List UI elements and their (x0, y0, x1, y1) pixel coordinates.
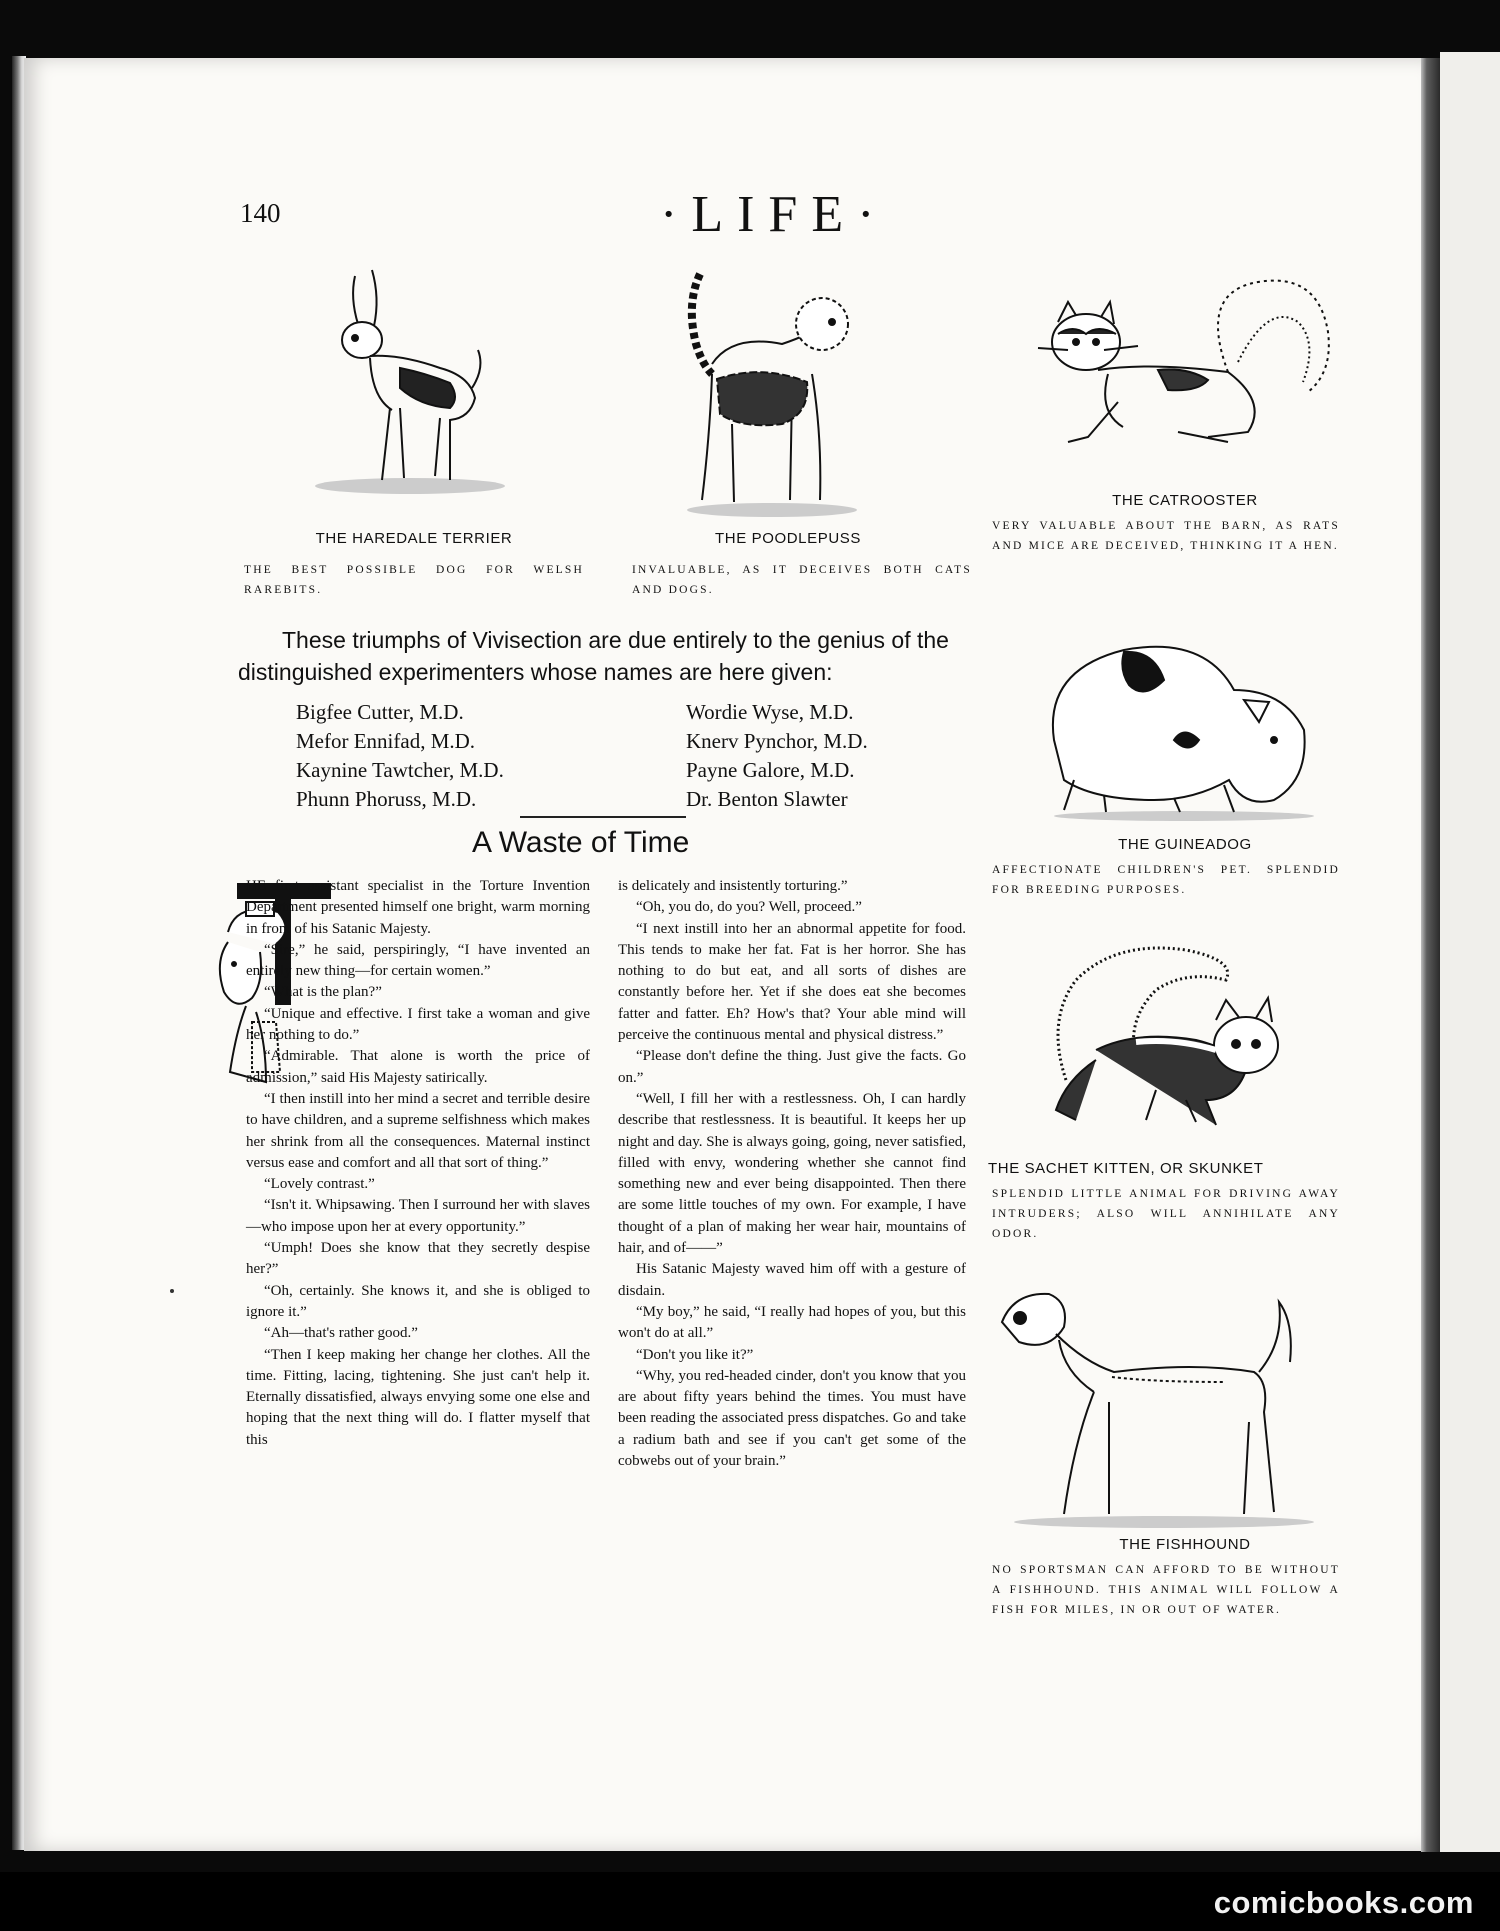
caption-title: THE CATROOSTER (1112, 492, 1258, 509)
poodlepuss-illustration (672, 264, 872, 520)
experimenter-name: Dr. Benton Slawter (686, 787, 848, 811)
article-column-2 (618, 876, 966, 1472)
experimenter-name: Payne Galore, M.D. (686, 758, 855, 782)
article-paragraph: His Satanic Majesty waved him off with a gesture of disdain. (618, 1261, 966, 1299)
haredale-terrier-illustration (300, 258, 520, 498)
article-paragraph: “What is the plan?” (264, 984, 382, 1001)
experimenter-name: Knerv Pynchor, M.D. (686, 729, 868, 753)
caption-desc: THE BEST POSSIBLE DOG FOR WELSH RAREBITS. (244, 564, 584, 596)
caption-desc: NO SPORTSMAN CAN AFFORD TO BE WITHOUT A FISHHOUND. THIS ANIMAL WILL FOLLOW A FISH FOR MILES, IN OR OUT OF WATER. (992, 1564, 1340, 1616)
page-gutter-shadow (1421, 58, 1440, 1852)
caption-title: THE SACHET KITTEN, OR SKUNKET (988, 1160, 1264, 1177)
experimenter-name: Kaynine Tawtcher, M.D. (296, 758, 504, 782)
article-title: A Waste of Time (472, 826, 690, 859)
footer-bar (0, 1872, 1500, 1931)
article-paragraph: “Sire,” he said, perspiringly, “I have invented an entirely new thing—for certain women.” (246, 941, 590, 980)
article-paragraph: “Please don't define the thing. Just give the facts. Go on.” (618, 1048, 966, 1086)
article-paragraph: is delicately and insistently torturing.” (618, 878, 848, 894)
skunket-illustration (1036, 940, 1316, 1140)
masthead: ·LIFE· (660, 186, 889, 243)
article-paragraph: “Well, I fill her with a restlessness. Oh, I can hardly describe that restlessness. It is beautiful. It keeps her up night and day. She is always going, going, never satisfied, filled with envy, wondering whether she cannot find something new and ever being disappointed. Then there are some little touches of my own. For example, I have thought of a plan of making her wear hair, mountains of hair, and of——” (618, 1090, 966, 1257)
article-paragraph: “I next instill into her an abnormal appetite for food. This tends to make her fat. Fat is her horror. She has nothing to do but eat, and all sorts of dishes are constantly before her. Yet if she does eat she becomes fatter and fatter. Eh? How's that? Your able mind will perceive the continuous mental and physical distress.” (618, 920, 966, 1044)
experimenter-name: Mefor Ennifad, M.D. (296, 729, 476, 753)
caption-desc: AFFECTIONATE CHILDREN'S PET. SPLENDID FOR BREEDING PURPOSES. (992, 864, 1340, 896)
caption-desc: VERY VALUABLE ABOUT THE BARN, AS RATS AND MICE ARE DECEIVED, THINKING IT A HEN. (992, 520, 1340, 552)
catrooster-illustration (1028, 262, 1338, 462)
caption-desc: INVALUABLE, AS IT DECEIVES BOTH CATS AND DOGS. (632, 564, 972, 596)
article-paragraph: “Isn't it. Whipsawing. Then I surround her with slaves—who impose upon her at every opportunity.” (246, 1197, 590, 1235)
article-paragraph: “Oh, you do, do you? Well, proceed.” (636, 899, 862, 916)
fishhound-illustration (994, 1282, 1330, 1532)
article-paragraph: “Why, you red-headed cinder, don't you know that you are about fifty years behind the times. You must have been reading the associated press dispatches. Go and take a radium bath and see if you can't get some of the cobwebs out of your brain.” (618, 1367, 966, 1470)
article-column-1 (246, 876, 590, 1451)
print-speck (170, 1289, 174, 1293)
article-paragraph: “Lovely contrast.” (264, 1176, 375, 1193)
article-paragraph: “I then instill into her mind a secret and terrible desire to have children, and a supreme selfishness which makes her shrink from all the consequences. Maternal instinct versus ease and comfort and all that sort of thing.” (246, 1090, 590, 1171)
caption-title: THE FISHHOUND (1119, 1536, 1251, 1553)
article-paragraph: “Unique and effective. I first take a woman and give her nothing to do.” (246, 1005, 590, 1044)
names-left (296, 698, 504, 814)
guineadog-illustration (1034, 630, 1334, 822)
article-paragraph: “Admirable. That alone is worth the price of admission,” said His Majesty satirically. (246, 1048, 590, 1086)
caption-title: THE POODLEPUSS (715, 530, 861, 547)
article-paragraph: “Oh, certainly. She knows it, and she is obliged to ignore it.” (246, 1282, 590, 1320)
experimenter-name: Bigfee Cutter, M.D. (296, 700, 464, 724)
article-opening: HE first assistant specialist in the Torture Invention Department presented himself one bright, warm morning in front of his Satanic Majesty. (246, 878, 590, 937)
names-right (686, 698, 868, 814)
caption-desc: SPLENDID LITTLE ANIMAL FOR DRIVING AWAY INTRUDERS; ALSO WILL ANNIHILATE ANY ODOR. (992, 1188, 1340, 1240)
experimenter-name: Wordie Wyse, M.D. (686, 700, 854, 724)
intro-paragraph: These triumphs of Vivisection are due entirely to the genius of the distinguished experimenters whose names are here given: (238, 627, 949, 685)
site-watermark: comicbooks.com (1213, 1885, 1474, 1920)
divider-rule (520, 816, 686, 818)
article-paragraph: “Then I keep making her change her clothes. All the time. Fitting, lacing, tightening. She just can't help it. Eternally dissatisfied, always envying some one else and hoping that the next thing will do. I flatter myself that this (246, 1346, 590, 1448)
caption-title: THE HAREDALE TERRIER (315, 530, 513, 547)
page-number: 140 (240, 198, 281, 228)
article-paragraph: “Umph! Does she know that they secretly despise her?” (246, 1240, 590, 1278)
facing-page-edge (1440, 52, 1500, 1852)
article-paragraph: “Don't you like it?” (636, 1346, 754, 1363)
caption-title: THE GUINEADOG (1118, 836, 1252, 853)
article-paragraph: “Ah—that's rather good.” (264, 1325, 418, 1342)
experimenter-name: Phunn Phoruss, M.D. (296, 787, 477, 811)
article-paragraph: “My boy,” he said, “I really had hopes of you, but this won't do at all.” (618, 1303, 966, 1342)
